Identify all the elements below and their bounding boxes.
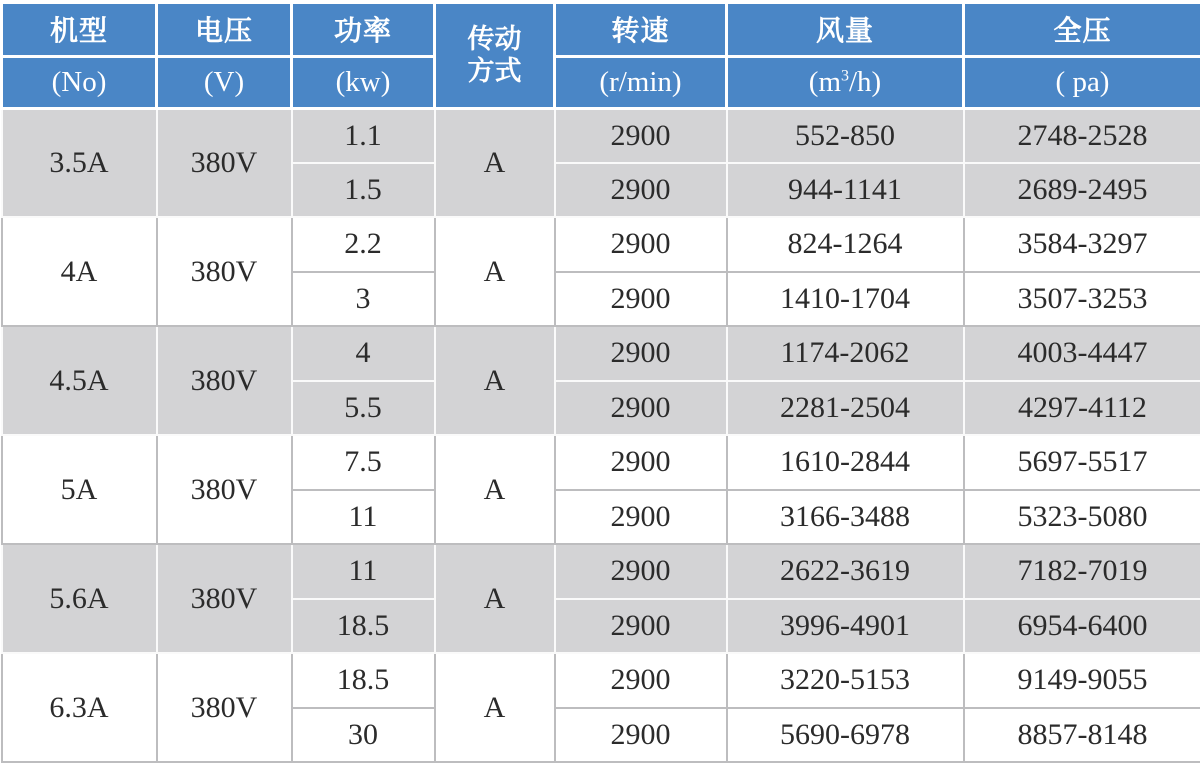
voltage-unit-label: (V) bbox=[203, 65, 245, 98]
voltage-header-label: 电压 bbox=[194, 15, 253, 47]
power-unit-label: (kw) bbox=[335, 65, 391, 98]
transmission-cell: A bbox=[435, 108, 555, 217]
pressure-cell: 4003-4447 bbox=[964, 326, 1200, 381]
pressure-cell: 2748-2528 bbox=[964, 108, 1200, 163]
model-cell: 4A bbox=[2, 217, 157, 326]
airflow-cell: 1610-2844 bbox=[727, 435, 964, 490]
col-header-speed bbox=[555, 2, 727, 56]
pressure-unit-label: ( pa) bbox=[1055, 65, 1110, 98]
airflow-cell: 552-850 bbox=[727, 108, 964, 163]
table-header bbox=[2, 2, 1200, 108]
col-header-transmission bbox=[435, 2, 555, 108]
airflow-cell: 824-1264 bbox=[727, 217, 964, 272]
pressure-cell: 3507-3253 bbox=[964, 272, 1200, 327]
pressure-cell: 8857-8148 bbox=[964, 708, 1200, 763]
pressure-cell: 4297-4112 bbox=[964, 381, 1200, 436]
pressure-header-label: 全压 bbox=[1053, 15, 1112, 47]
table-row bbox=[2, 435, 1200, 490]
model-cell: 3.5A bbox=[2, 108, 157, 217]
table-row bbox=[2, 326, 1200, 381]
col-header-model bbox=[2, 2, 157, 56]
table-row bbox=[2, 108, 1200, 163]
power-cell: 18.5 bbox=[292, 599, 435, 654]
transmission-cell: A bbox=[435, 653, 555, 762]
voltage-cell: 380V bbox=[157, 108, 292, 217]
model-cell: 5.6A bbox=[2, 544, 157, 653]
airflow-cell: 3996-4901 bbox=[727, 599, 964, 654]
airflow-cell: 2281-2504 bbox=[727, 381, 964, 436]
table-row bbox=[2, 217, 1200, 272]
power-cell: 11 bbox=[292, 544, 435, 599]
pressure-cell: 7182-7019 bbox=[964, 544, 1200, 599]
power-cell: 11 bbox=[292, 490, 435, 545]
speed-header-label: 转速 bbox=[611, 15, 670, 47]
col-unit-power bbox=[292, 56, 435, 108]
transmission-cell: A bbox=[435, 435, 555, 544]
pressure-cell: 3584-3297 bbox=[964, 217, 1200, 272]
power-cell: 1.1 bbox=[292, 108, 435, 163]
speed-cell: 2900 bbox=[555, 163, 727, 218]
power-cell: 30 bbox=[292, 708, 435, 763]
model-cell: 5A bbox=[2, 435, 157, 544]
voltage-cell: 380V bbox=[157, 544, 292, 653]
power-cell: 18.5 bbox=[292, 653, 435, 708]
power-cell: 4 bbox=[292, 326, 435, 381]
pressure-cell: 6954-6400 bbox=[964, 599, 1200, 654]
col-unit-pressure bbox=[964, 56, 1200, 108]
power-cell: 2.2 bbox=[292, 217, 435, 272]
table-body bbox=[2, 108, 1200, 762]
table-row bbox=[2, 544, 1200, 599]
power-cell: 5.5 bbox=[292, 381, 435, 436]
speed-unit-label: (r/min) bbox=[599, 65, 682, 98]
speed-cell: 2900 bbox=[555, 599, 727, 654]
pressure-cell: 5323-5080 bbox=[964, 490, 1200, 545]
col-unit-voltage bbox=[157, 56, 292, 108]
airflow-cell: 3220-5153 bbox=[727, 653, 964, 708]
power-cell: 1.5 bbox=[292, 163, 435, 218]
power-header-label: 功率 bbox=[333, 15, 392, 47]
model-unit-label: (No) bbox=[51, 65, 107, 98]
pressure-cell: 5697-5517 bbox=[964, 435, 1200, 490]
speed-cell: 2900 bbox=[555, 435, 727, 490]
transmission-header-line1: 传动 bbox=[467, 23, 522, 54]
speed-cell: 2900 bbox=[555, 490, 727, 545]
pressure-cell: 2689-2495 bbox=[964, 163, 1200, 218]
col-header-pressure bbox=[964, 2, 1200, 56]
col-unit-speed bbox=[555, 56, 727, 108]
table-row bbox=[2, 653, 1200, 708]
airflow-cell: 3166-3488 bbox=[727, 490, 964, 545]
voltage-cell: 380V bbox=[157, 653, 292, 762]
power-cell: 7.5 bbox=[292, 435, 435, 490]
voltage-cell: 380V bbox=[157, 326, 292, 435]
speed-cell: 2900 bbox=[555, 544, 727, 599]
airflow-cell: 944-1141 bbox=[727, 163, 964, 218]
col-unit-model bbox=[2, 56, 157, 108]
model-cell: 4.5A bbox=[2, 326, 157, 435]
airflow-cell: 5690-6978 bbox=[727, 708, 964, 763]
speed-cell: 2900 bbox=[555, 108, 727, 163]
speed-cell: 2900 bbox=[555, 217, 727, 272]
speed-cell: 2900 bbox=[555, 381, 727, 436]
voltage-cell: 380V bbox=[157, 435, 292, 544]
voltage-cell: 380V bbox=[157, 217, 292, 326]
col-unit-airflow bbox=[727, 56, 964, 108]
transmission-cell: A bbox=[435, 326, 555, 435]
power-cell: 3 bbox=[292, 272, 435, 327]
airflow-cell: 2622-3619 bbox=[727, 544, 964, 599]
speed-cell: 2900 bbox=[555, 272, 727, 327]
transmission-cell: A bbox=[435, 544, 555, 653]
col-header-power bbox=[292, 2, 435, 56]
airflow-cell: 1174-2062 bbox=[727, 326, 964, 381]
col-header-airflow bbox=[727, 2, 964, 56]
speed-cell: 2900 bbox=[555, 326, 727, 381]
transmission-header-line2: 方式 bbox=[467, 56, 522, 87]
airflow-header-label: 风量 bbox=[815, 15, 874, 47]
model-header-label: 机型 bbox=[49, 15, 108, 47]
speed-cell: 2900 bbox=[555, 653, 727, 708]
transmission-cell: A bbox=[435, 217, 555, 326]
pressure-cell: 9149-9055 bbox=[964, 653, 1200, 708]
speed-cell: 2900 bbox=[555, 708, 727, 763]
airflow-unit-label: $(m^3/h)$ bbox=[808, 65, 882, 98]
model-cell: 6.3A bbox=[2, 653, 157, 762]
col-header-voltage bbox=[157, 2, 292, 56]
airflow-cell: 1410-1704 bbox=[727, 272, 964, 327]
